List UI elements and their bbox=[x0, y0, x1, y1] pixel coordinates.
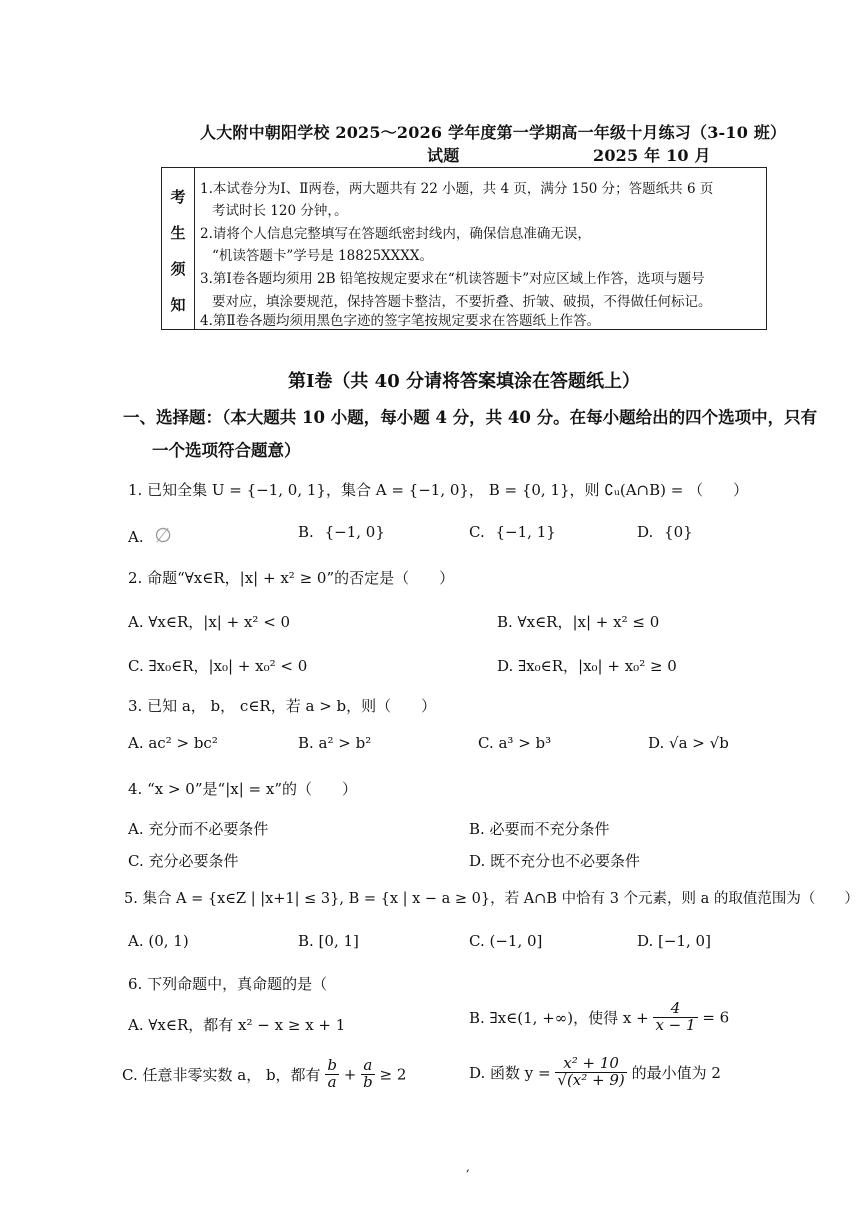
notice-line: 1.本试卷分为Ⅰ、Ⅱ两卷，两大题共有 22 小题，共 4 页，满分 150 分；答题纸共 6 页 bbox=[200, 181, 714, 197]
section-title: 第Ⅰ卷（共 40 分请将答案填涂在答题纸上） bbox=[288, 371, 641, 392]
question-3-option-c: C. a³ > b³ bbox=[478, 734, 552, 752]
notice-line: 4.第Ⅱ卷各题均须用黑色字迹的签字笔按规定要求在答题纸上作答。 bbox=[200, 313, 601, 329]
question-5-option-c: C. (−1, 0] bbox=[469, 932, 543, 950]
question-1-option-b bbox=[298, 523, 385, 541]
notice-line: 考试时长 120 分钟，。 bbox=[212, 203, 348, 219]
notice-side-char: 知 bbox=[170, 296, 186, 314]
option-text: C. 任意非零实数 a， b，都有 bbox=[122, 1065, 321, 1084]
fraction-denominator: b bbox=[363, 1072, 373, 1091]
question-3-option-b: B. a² > b² bbox=[298, 734, 372, 752]
option-label: C. bbox=[469, 523, 485, 541]
notice-line: 3.第Ⅰ卷各题均须用 2B 铅笔按规定要求在“机读答题卡”对应区域上作答，选项与题号 bbox=[200, 271, 705, 287]
notice-line: 2.请将个人信息完整填写在答题纸密封线内，确保信息准确无误， bbox=[200, 226, 591, 242]
fraction-numerator: x² + 10 bbox=[555, 1056, 626, 1073]
option-label: B. bbox=[298, 523, 314, 541]
question-5-stem: 5. 集合 A = {x∈Z | |x+1| ≤ 3}, B = {x | x − a ≥ 0}，若 A∩B 中恰有 3 个元素，则 a 的取值范围为（ ） bbox=[124, 891, 859, 907]
question-2-option-a: A. ∀x∈R，|x| + x² < 0 bbox=[128, 613, 291, 631]
fraction-denominator: x − 1 bbox=[655, 1015, 696, 1034]
fraction-numerator: 4 bbox=[653, 1001, 697, 1018]
option-value: {−1, 1} bbox=[495, 523, 556, 541]
question-1-option-c bbox=[469, 523, 556, 541]
section-heading-cont: 一个选项符合题意） bbox=[152, 441, 301, 460]
fraction-numerator: b bbox=[327, 1056, 337, 1074]
fraction bbox=[653, 1001, 697, 1034]
notice-side-label bbox=[162, 168, 195, 329]
exam-date: 2025 年 10 月 bbox=[593, 146, 711, 165]
notice-line: “机读答题卡”学号是 18825XXXX。 bbox=[212, 248, 433, 264]
question-4-option-b: B. 必要而不充分条件 bbox=[469, 820, 610, 838]
question-5-option-d: D. [−1, 0] bbox=[637, 932, 711, 950]
option-text: 的最小值为 2 bbox=[631, 1063, 721, 1082]
question-3-option-d: D. √a > √b bbox=[648, 734, 729, 752]
option-label: D. bbox=[637, 523, 654, 541]
fraction bbox=[325, 1058, 339, 1091]
question-2-stem: 2. 命题“∀x∈R，|x| + x² ≥ 0”的否定是（ ） bbox=[128, 569, 455, 587]
question-2-option-c: C. ∃x₀∈R，|x₀| + x₀² < 0 bbox=[128, 657, 308, 675]
option-text: ≥ 2 bbox=[379, 1065, 407, 1084]
notice-side-char: 考 bbox=[170, 188, 186, 206]
question-1-stem: 1. 已知全集 U = {−1, 0, 1}，集合 A = {−1, 0}， B = {0, 1}，则 ∁ᵤ(A∩B) = （ ） bbox=[128, 481, 749, 499]
option-label: A. bbox=[128, 528, 144, 546]
notice-line: 要对应，填涂要规范，保持答题卡整洁，不要折叠、折皱、破损，不得做任何标记。 bbox=[212, 294, 712, 310]
notice-side-char: 须 bbox=[170, 260, 186, 278]
question-6-option-c bbox=[122, 1058, 406, 1091]
exam-subtitle: 试题 bbox=[427, 146, 460, 165]
question-6-option-d bbox=[469, 1056, 721, 1089]
question-4-option-d: D. 既不充分也不必要条件 bbox=[469, 852, 641, 870]
question-2-option-d: D. ∃x₀∈R，|x₀| + x₀² ≥ 0 bbox=[497, 657, 677, 675]
question-6-option-a: A. ∀x∈R，都有 x² − x ≥ x + 1 bbox=[128, 1016, 346, 1034]
fraction-numerator: a bbox=[361, 1058, 375, 1075]
question-6-stem: 6. 下列命题中，真命题的是（ bbox=[128, 975, 328, 993]
empty-set-icon: ∅ bbox=[154, 523, 172, 547]
exam-title: 人大附中朝阳学校 2025～2026 学年度第一学期高一年级十月练习（3-10 班） bbox=[200, 123, 787, 142]
candidate-notice-box bbox=[161, 167, 767, 330]
notice-side-char: 生 bbox=[170, 224, 186, 242]
option-value: {−1, 0} bbox=[324, 523, 385, 541]
option-text: + bbox=[343, 1065, 357, 1084]
question-1-option-d bbox=[637, 523, 693, 541]
question-4-stem: 4. “x > 0”是“|x| = x”的（ ） bbox=[128, 780, 357, 798]
question-2-option-b: B. ∀x∈R，|x| + x² ≤ 0 bbox=[497, 613, 660, 631]
question-5-option-b: B. [0, 1] bbox=[298, 932, 359, 950]
option-text: B. ∃x∈(1, +∞)，使得 x + bbox=[469, 1008, 649, 1027]
question-1-option-a bbox=[128, 523, 172, 547]
option-value: {0} bbox=[664, 523, 693, 541]
fraction-denominator: a bbox=[327, 1072, 337, 1091]
fraction-denominator: √(x² + 9) bbox=[557, 1070, 625, 1089]
section-heading: 一、选择题：（本大题共 10 小题，每小题 4 分，共 40 分。在每小题给出的四个选项中，只有 bbox=[123, 408, 818, 427]
fraction bbox=[555, 1056, 626, 1089]
fraction bbox=[361, 1058, 375, 1091]
question-3-option-a: A. ac² > bc² bbox=[128, 734, 218, 752]
option-text: = 6 bbox=[702, 1008, 730, 1027]
question-6-option-b bbox=[469, 1001, 729, 1034]
question-4-option-c: C. 充分必要条件 bbox=[128, 852, 239, 870]
question-3-stem: 3. 已知 a， b， c∈R，若 a > b，则（ ） bbox=[128, 697, 437, 715]
question-4-option-a: A. 充分而不必要条件 bbox=[128, 820, 269, 838]
option-text: D. 函数 y = bbox=[469, 1063, 551, 1082]
page-mark: , bbox=[466, 1160, 470, 1174]
question-5-option-a: A. (0, 1) bbox=[128, 932, 189, 950]
